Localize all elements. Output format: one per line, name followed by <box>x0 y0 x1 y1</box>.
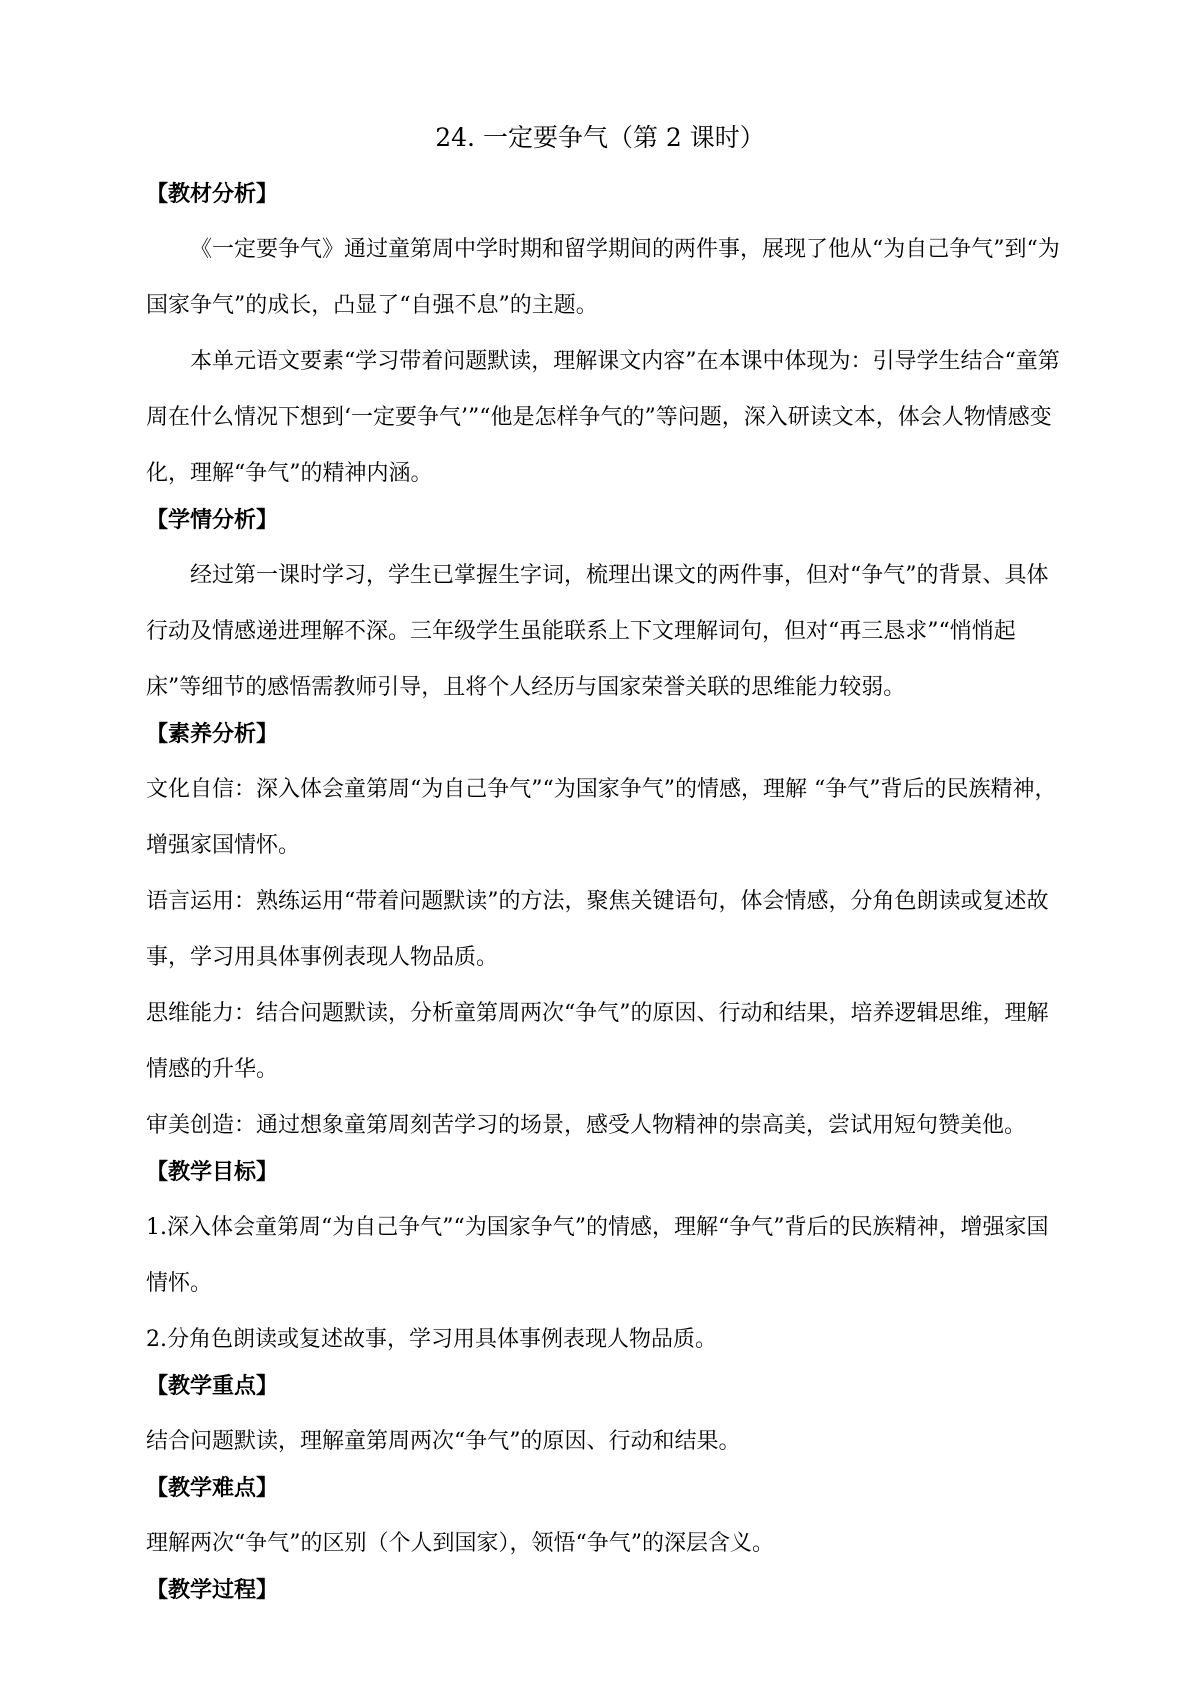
literacy-aesthetics: 审美创造：通过想象童第周刻苦学习的场景，感受人物精神的崇高美，尝试用短句赞美他。 <box>146 1113 1027 1138</box>
difficulty-point: 理解两次“争气”的区别（个人到国家），领悟“争气”的深层含义。 <box>146 1531 774 1556</box>
section-heading-material: 【教材分析】 <box>146 182 279 207</box>
literacy-language: 语言运用：熟练运用“带着问题默读”的方法，聚焦关键语句，体会情感，分角色朗读或复述故事，学习用具体事例表现人物品质。 <box>146 889 1049 970</box>
material-paragraph-2: 本单元语文要素“学习带着问题默读，理解课文内容”在本课中体现为：引导学生结合“童第周在什么情况下想到‘一定要争气’”“他是怎样争气的”等问题，深入研读文本，体会人物情感变化，理解“争气”的精神内涵。 <box>146 349 1060 486</box>
document-body <box>146 176 1066 1618</box>
goal-item-1: 1.深入体会童第周“为自己争气”“为国家争气”的情感，理解“争气”背后的民族精神，增强家国情怀。 <box>146 1215 1049 1296</box>
key-point: 结合问题默读，理解童第周两次“争气”的原因、行动和结果。 <box>146 1429 741 1454</box>
section-heading-difficulty: 【教学难点】 <box>146 1476 279 1501</box>
literacy-culture: 文化自信：深入体会童第周“为自己争气”“为国家争气”的情感，理解 “争气”背后的民族精神，增强家国情怀。 <box>146 777 1057 858</box>
section-heading-key: 【教学重点】 <box>146 1374 279 1399</box>
material-paragraph-1: 《一定要争气》通过童第周中学时期和留学期间的两件事，展现了他从“为自己争气”到“为国家争气”的成长，凸显了“自强不息”的主题。 <box>146 237 1060 318</box>
students-paragraph-1: 经过第一课时学习，学生已掌握生字词，梳理出课文的两件事，但对“争气”的背景、具体行动及情感递进理解不深。三年级学生虽能联系上下文理解词句，但对“再三恳求”“悄悄起床”等细节的感悟需教师引导，且将个人经历与国家荣誉关联的思维能力较弱。 <box>146 563 1049 700</box>
section-heading-process: 【教学过程】 <box>146 1578 279 1603</box>
goal-item-2: 2.分角色朗读或复述故事，学习用具体事例表现人物品质。 <box>146 1327 717 1352</box>
literacy-thinking: 思维能力：结合问题默读，分析童第周两次“争气”的原因、行动和结果，培养逻辑思维，理解情感的升华。 <box>146 1001 1049 1082</box>
page-title: 24. 一定要争气（第 2 课时） <box>435 123 765 152</box>
section-heading-students: 【学情分析】 <box>146 508 279 533</box>
section-heading-literacy: 【素养分析】 <box>146 722 279 747</box>
section-heading-goals: 【教学目标】 <box>146 1160 279 1185</box>
